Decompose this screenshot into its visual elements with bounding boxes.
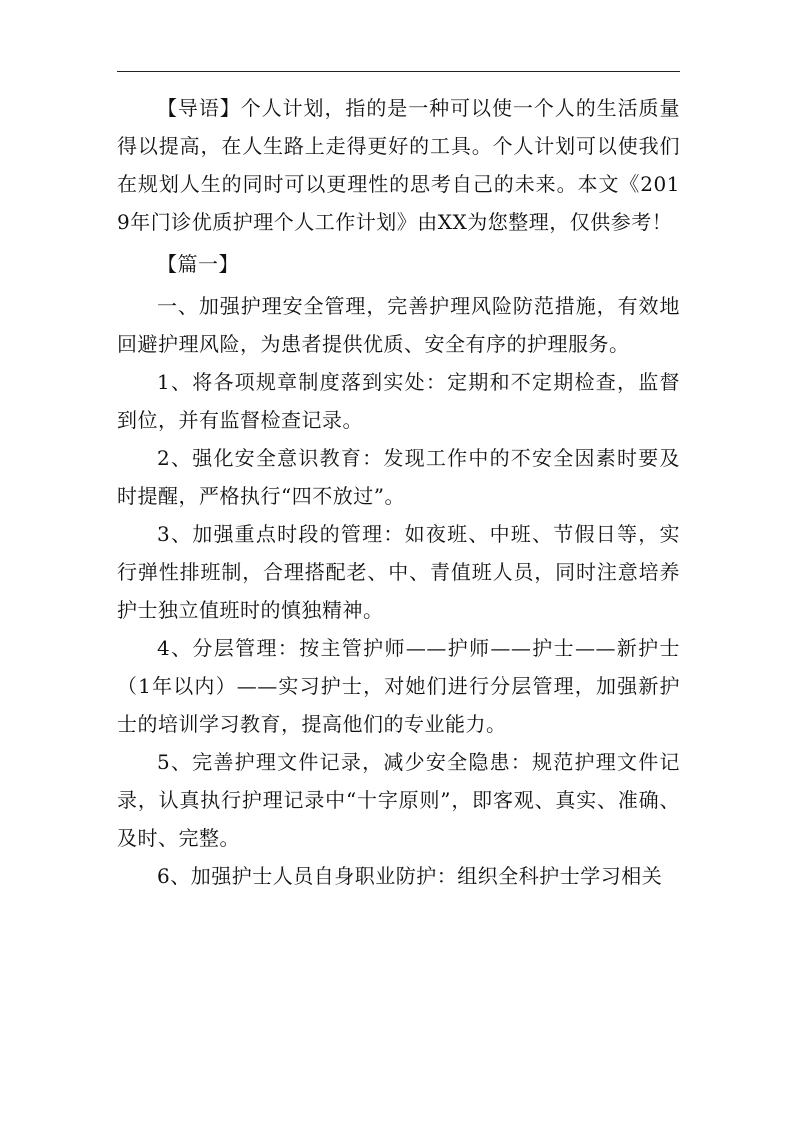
intro-paragraph: 【导语】个人计划，指的是一种可以使一个人的生活质量得以提高，在人生路上走得更好的工具。个人计划可以使我们在规划人生的同时可以更理性的思考自己的未来。本文《2019年门诊优质护理个人工作计划》由XX为您整理，仅供参考！ xyxy=(117,96,680,234)
paragraph-3: 2、强化安全意识教育：发现工作中的不安全因素时要及时提醒，严格执行“四不放过”。 xyxy=(117,446,680,508)
paragraph-5: 4、分层管理：按主管护师——护师——护士——新护士（1年以内）——实习护士，对她们进行分层管理，加强新护士的培训学习教育，提高他们的专业能力。 xyxy=(117,636,680,736)
section-title: 【篇一】 xyxy=(157,252,239,276)
paragraph-2: 1、将各项规章制度落到实处：定期和不定期检查，监督到位，并有监督检查记录。 xyxy=(117,370,680,432)
header-rule xyxy=(117,71,680,72)
paragraph-6: 5、完善护理文件记录，减少安全隐患：规范护理文件记录，认真执行护理记录中“十字原则”，即客观、真实、准确、及时、完整。 xyxy=(117,750,680,850)
paragraph-1: 一、加强护理安全管理，完善护理风险防范措施，有效地回避护理风险，为患者提供优质、安全有序的护理服务。 xyxy=(117,294,680,356)
paragraph-7: 6、加强护士人员自身职业防护：组织全科护士学习相关 xyxy=(157,864,663,888)
paragraph-4: 3、加强重点时段的管理：如夜班、中班、节假日等，实行弹性排班制，合理搭配老、中、青值班人员，同时注意培养护士独立值班时的慎独精神。 xyxy=(117,522,680,622)
document-body xyxy=(117,89,680,895)
